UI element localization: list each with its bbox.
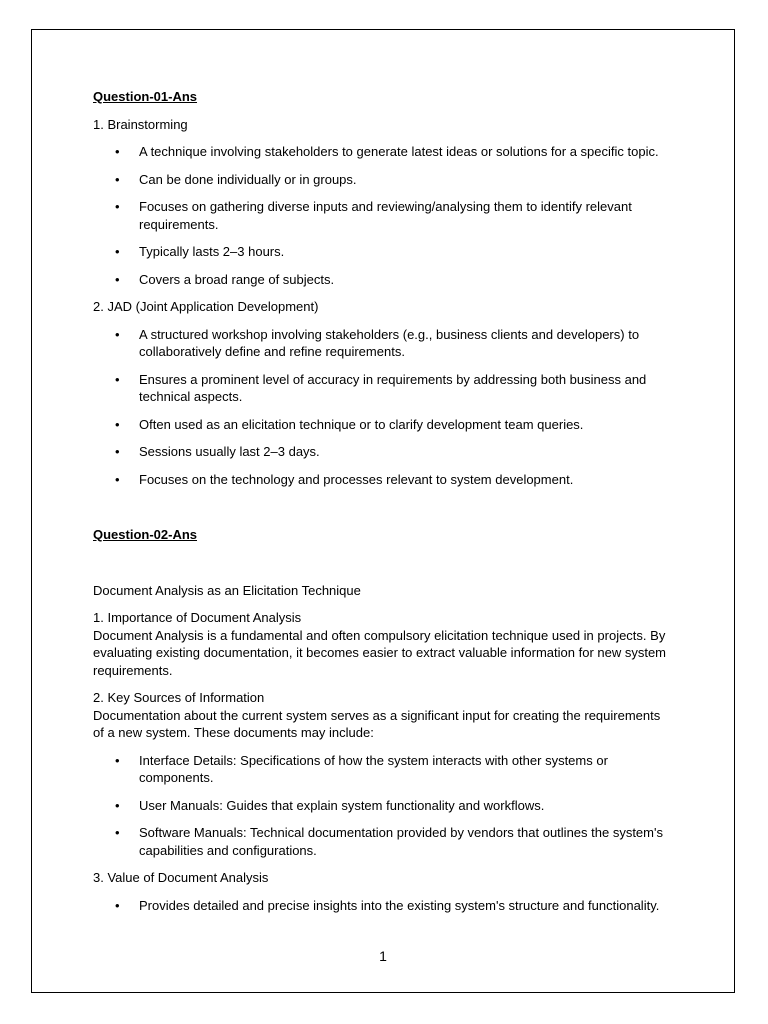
bullet-icon: • bbox=[115, 797, 120, 813]
list-item bbox=[93, 371, 673, 406]
jad-heading: 2. JAD (Joint Application Development) bbox=[93, 299, 319, 314]
list-item-text: Sessions usually last 2–3 days. bbox=[139, 444, 320, 459]
list-item bbox=[93, 897, 673, 915]
brainstorming-list bbox=[93, 143, 673, 288]
list-item-text: A technique involving stakeholders to generate latest ideas or solutions for a specific topic. bbox=[139, 144, 659, 159]
list-item-text: Interface Details: Specifications of how the system interacts with other systems or components. bbox=[139, 752, 608, 785]
document-page bbox=[31, 29, 735, 993]
bullet-icon: • bbox=[115, 752, 120, 768]
bullet-icon: • bbox=[115, 144, 120, 159]
list-item bbox=[93, 416, 673, 434]
list-item bbox=[93, 198, 673, 233]
bullet-icon: • bbox=[115, 897, 120, 913]
list-item-text: Ensures a prominent level of accuracy in requirements by addressing both business and technical aspects. bbox=[139, 371, 647, 404]
importance-section bbox=[93, 609, 673, 679]
page-number: 1 bbox=[379, 948, 387, 964]
bullet-icon: • bbox=[115, 199, 120, 214]
list-item-text: Provides detailed and precise insights into the existing system's structure and functionality. bbox=[139, 897, 660, 913]
list-item-text: Software Manuals: Technical documentation provided by vendors that outlines the system's capabilities and configurations. bbox=[139, 825, 663, 858]
key-sources-list bbox=[93, 752, 673, 860]
list-item bbox=[93, 824, 673, 859]
bullet-icon: • bbox=[115, 444, 120, 459]
list-item-text: A structured workshop involving stakeholders (e.g., business clients and developers) to collaboratively define and refine requirements. bbox=[139, 326, 640, 359]
list-item bbox=[93, 471, 673, 489]
brainstorming-heading: 1. Brainstorming bbox=[93, 116, 188, 132]
key-sources-heading: 2. Key Sources of Information bbox=[93, 690, 265, 705]
list-item bbox=[93, 797, 673, 815]
bullet-icon: • bbox=[115, 271, 120, 287]
page-content bbox=[93, 88, 673, 924]
question-01-title: Question-01-Ans bbox=[93, 89, 198, 104]
key-sources-body: Documentation about the current system serves as a significant input for creating the requirements of a new system. These documents may include: bbox=[93, 707, 661, 740]
list-item bbox=[93, 752, 673, 787]
list-item-text: Covers a broad range of subjects. bbox=[139, 271, 335, 287]
spacer bbox=[93, 554, 673, 582]
list-item-text: Focuses on the technology and processes relevant to system development. bbox=[139, 471, 574, 487]
bullet-icon: • bbox=[115, 471, 120, 487]
list-item-text: Typically lasts 2–3 hours. bbox=[139, 244, 285, 259]
list-item-text: Focuses on gathering diverse inputs and reviewing/analysing them to identify relevant requirements. bbox=[139, 199, 632, 232]
bullet-icon: • bbox=[115, 825, 120, 840]
list-item bbox=[93, 243, 673, 261]
importance-body: Document Analysis is a fundamental and often compulsory elicitation technique used in projects. By evaluating existing documentation, it becomes easier to extract valuable information for new system requirements. bbox=[93, 627, 667, 678]
bullet-icon: • bbox=[115, 416, 120, 432]
jad-list bbox=[93, 326, 673, 489]
importance-heading: 1. Importance of Document Analysis bbox=[93, 610, 302, 625]
list-item-text: Can be done individually or in groups. bbox=[139, 171, 357, 187]
document-analysis-subtitle: Document Analysis as an Elicitation Technique bbox=[93, 582, 361, 598]
list-item bbox=[93, 271, 673, 289]
bullet-icon: • bbox=[115, 326, 120, 342]
bullet-icon: • bbox=[115, 244, 120, 259]
list-item bbox=[93, 143, 673, 161]
list-item bbox=[93, 326, 673, 361]
list-item bbox=[93, 171, 673, 189]
spacer bbox=[93, 498, 673, 526]
bullet-icon: • bbox=[115, 171, 120, 187]
list-item-text: Often used as an elicitation technique or to clarify development team queries. bbox=[139, 416, 584, 432]
list-item bbox=[93, 443, 673, 461]
value-list bbox=[93, 897, 673, 915]
list-item-text: User Manuals: Guides that explain system functionality and workflows. bbox=[139, 797, 545, 813]
key-sources-section bbox=[93, 689, 673, 742]
bullet-icon: • bbox=[115, 371, 120, 387]
value-heading: 3. Value of Document Analysis bbox=[93, 870, 269, 885]
question-02-title: Question-02-Ans bbox=[93, 527, 198, 542]
